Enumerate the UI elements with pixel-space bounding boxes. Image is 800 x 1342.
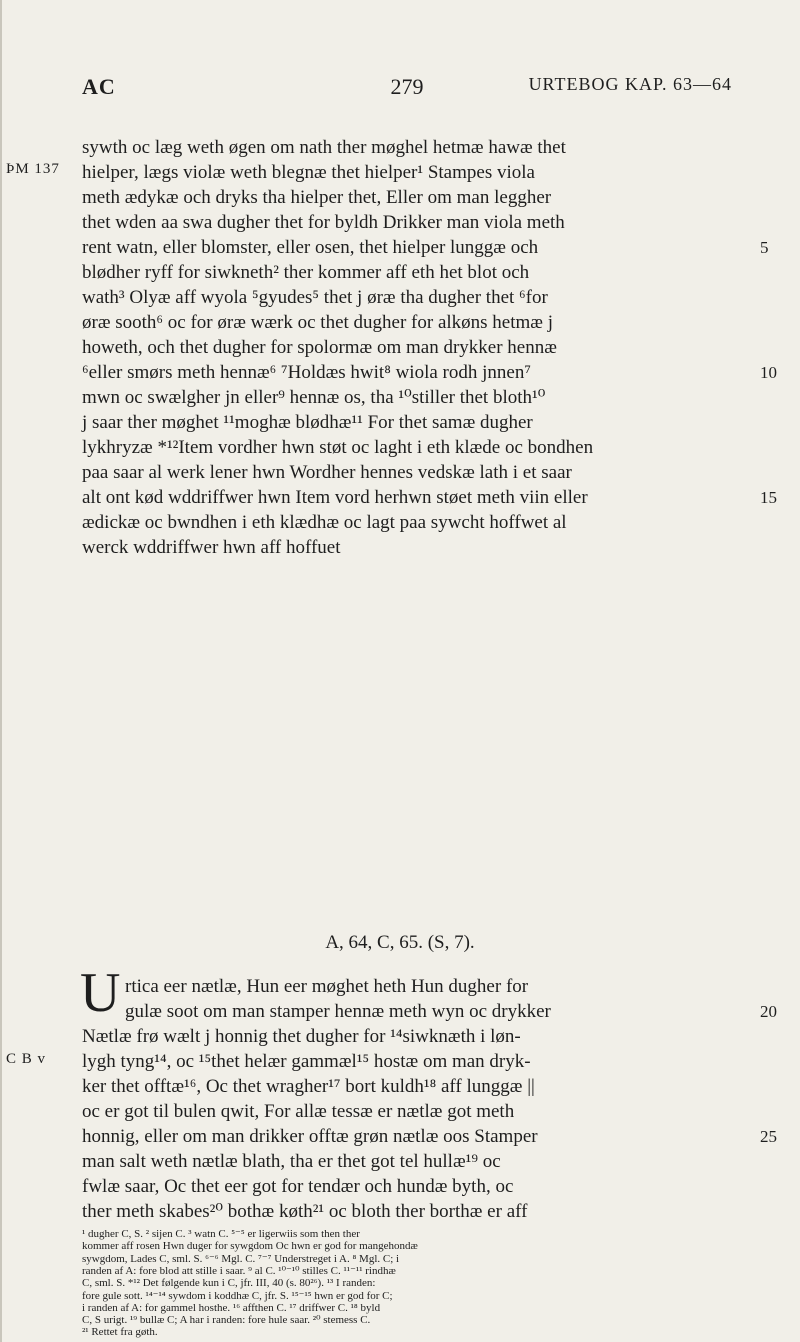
text-line: paa saar al werk lener hwn Wordher hennes vedskæ lath i et saar bbox=[82, 462, 572, 483]
text-line: lykhryzæ *¹²Item vordher hwn støt oc laght i eth klæde oc bondhen bbox=[82, 437, 594, 458]
text-line: blødher ryff for siwkneth² ther kommer aff eth het blot och bbox=[82, 262, 530, 283]
footnote-line: C, S urigt. ¹⁹ bullæ C; A har i randen: fore hule saar. ²⁰ stemess C. bbox=[82, 1314, 371, 1327]
text-line: sywth oc læg weth øgen om nath ther møghel hetmæ hawæ thet bbox=[82, 137, 566, 158]
text-line: lygh tyng¹⁴, oc ¹⁵thet helær gammæl¹⁵ hostæ om man dryk- bbox=[82, 1051, 531, 1072]
text-line: alt ont kød wddriffwer hwn Item vord herhwn støet meth viin eller bbox=[82, 487, 588, 508]
page-edge bbox=[0, 0, 2, 1342]
line-number: 25 bbox=[760, 1127, 777, 1146]
text-line: wath³ Olyæ aff wyola ⁵gyudes⁵ thet j øræ tha dugher thet ⁶for bbox=[82, 287, 548, 308]
footnote-line: randen af A: fore blod att stille i saar. ⁹ al C. ¹⁰⁻¹⁰ stilles C. ¹¹⁻¹¹ rindhæ bbox=[82, 1264, 396, 1277]
text-line: ædickæ oc bwndhen i eth klædhæ oc lagt paa sywcht hoffwet al bbox=[82, 512, 567, 533]
text-line: hielper, lægs violæ weth blegnæ thet hielper¹ Stampes viola bbox=[82, 162, 535, 183]
section-heading: A, 64, C, 65. (S, 7). bbox=[325, 932, 475, 953]
text-line: werck wddriffwer hwn aff hoffuet bbox=[82, 537, 341, 558]
footnote-line: ²¹ Rettet fra gøth. bbox=[82, 1326, 158, 1339]
line-number: 10 bbox=[760, 363, 777, 382]
footnote-line: i randen af A: for gammel hosthe. ¹⁶ affthen C. ¹⁷ driffwer C. ¹⁸ byld bbox=[82, 1301, 381, 1314]
text-line: man salt weth nætlæ blath, tha er thet got tel hullæ¹⁹ oc bbox=[82, 1151, 501, 1172]
line-number: 20 bbox=[760, 1002, 777, 1021]
text-line: meth ædykæ och dryks tha hielper thet, Eller om man leggher bbox=[82, 187, 552, 208]
line-number: 15 bbox=[760, 488, 777, 507]
footnote-line: ¹ dugher C, S. ² sijen C. ³ watn C. ⁵⁻⁵ er ligerwiis som then ther bbox=[82, 1228, 360, 1240]
footnote-line: C, sml. S. *¹² Det følgende kun i C, jfr. III, 40 (s. 80²⁶). ¹³ I randen: bbox=[82, 1277, 376, 1290]
line-number: 5 bbox=[760, 238, 769, 257]
text-line: mwn oc swælgher jn eller⁹ hennæ os, tha ¹⁰stiller thet bloth¹⁰ bbox=[82, 387, 546, 408]
text-line: gulæ soot om man stamper hennæ meth wyn oc drykker bbox=[125, 1001, 551, 1022]
text-line: rtica eer nætlæ, Hun eer møghet heth Hun dugher for bbox=[125, 976, 529, 997]
text-line: thet wden aa swa dugher thet for byldh Drikker man viola meth bbox=[82, 212, 565, 233]
text-line: ker thet offtæ¹⁶, Oc thet wragher¹⁷ bort kuldh¹⁸ aff lunggæ || bbox=[82, 1076, 535, 1097]
header-siglum: AC bbox=[82, 74, 116, 99]
text-line: j saar ther møghet ¹¹moghæ blødhæ¹¹ For thet samæ dugher bbox=[82, 412, 533, 433]
running-header bbox=[82, 74, 732, 104]
text-line: honnig, eller om man drikker offtæ grøn nætlæ oos Stamper bbox=[82, 1126, 538, 1147]
text-line: fwlæ saar, Oc thet eer got for tendær och hundæ byth, oc bbox=[82, 1176, 514, 1197]
text-line: ⁶eller smørs meth hennæ⁶ ⁷Holdæs hwit⁸ wiola rodh jnnen⁷ bbox=[82, 362, 531, 383]
drop-cap: U bbox=[80, 962, 121, 1024]
footnote-line: sywgdom, Lades C, sml. S. ⁶⁻⁶ Mgl. C. ⁷⁻⁷ Understreget i A. ⁸ Mgl. C; i bbox=[82, 1252, 400, 1265]
text-line: howeth, och thet dugher for spolormæ om man drykker hennæ bbox=[82, 337, 557, 358]
text-line: ther meth skabes²⁰ bothæ køth²¹ oc bloth ther borthæ er aff bbox=[82, 1201, 528, 1222]
text-line: oc er got til bulen qwit, For allæ tessæ er nætlæ got meth bbox=[82, 1101, 515, 1122]
text-line: øræ sooth⁶ oc for øræ wærk oc thet dugher for alkøns hetmæ j bbox=[82, 312, 553, 333]
footnote-line: fore gule sott. ¹⁴⁻¹⁴ sywdom i koddhæ C, jfr. S. ¹⁵⁻¹⁵ hwn er god for C; bbox=[82, 1289, 393, 1302]
page-number: 279 bbox=[390, 74, 424, 99]
text-line: rent watn, eller blomster, eller osen, thet hielper lunggæ och bbox=[82, 237, 539, 258]
footnote-line: kommer aff rosen Hwn duger for sywgdom Oc hwn er god for mangehondæ bbox=[82, 1240, 418, 1253]
header-chapter: URTEBOG KAP. 63—64 bbox=[528, 74, 732, 94]
text-line: Nætlæ frø wælt j honnig thet dugher for ¹⁴siwknæth i løn- bbox=[82, 1026, 521, 1047]
margin-reference: ÞM 137 bbox=[6, 161, 60, 177]
margin-reference: C B v bbox=[6, 1051, 47, 1067]
